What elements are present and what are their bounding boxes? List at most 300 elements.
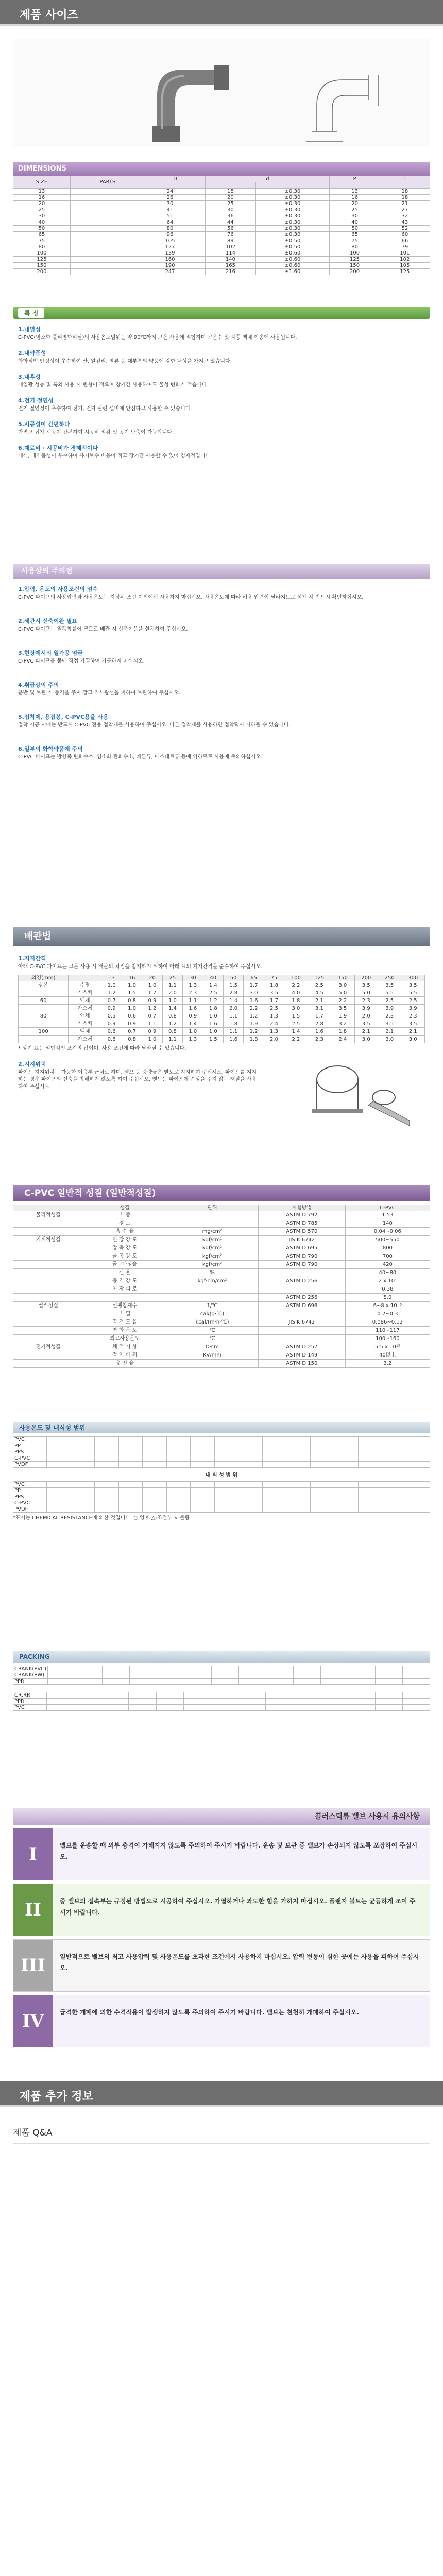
table-cell — [195, 189, 206, 195]
table-cell — [70, 195, 145, 201]
table-cell: ASTM D 256 — [258, 1294, 345, 1302]
table-cell: 25 — [13, 207, 71, 213]
table-cell — [47, 1462, 71, 1468]
material-label: PPR — [13, 1699, 47, 1705]
table-cell — [95, 1449, 119, 1455]
table-cell — [156, 1705, 183, 1711]
table-cell: ±0.60 — [255, 250, 330, 257]
properties-section — [13, 1185, 430, 1368]
table-cell — [195, 263, 206, 269]
dimensions-section — [13, 162, 430, 275]
table-row — [13, 213, 430, 219]
material-label: CRANK(PW) — [13, 1672, 48, 1679]
table-cell: 1.4 — [203, 981, 223, 989]
support-col: 외경(mm) — [19, 975, 69, 981]
table-cell: 3.9 — [354, 1005, 378, 1012]
table-cell: 110~117 — [345, 1327, 430, 1335]
table-cell — [406, 1449, 430, 1455]
support-interval-heading: 1.지지간격 — [18, 955, 46, 962]
table-row — [13, 1449, 430, 1455]
table-cell: 20 — [206, 195, 255, 201]
table-cell — [95, 1500, 119, 1506]
table-cell: 0.8 — [162, 1028, 182, 1036]
table-cell — [406, 1488, 430, 1494]
table-cell: % — [166, 1269, 259, 1277]
table-cell — [191, 1494, 215, 1500]
table-cell — [358, 1449, 382, 1455]
table-cell — [191, 1462, 215, 1468]
table-cell — [310, 1500, 334, 1506]
table-cell — [118, 1506, 143, 1513]
table-row — [13, 189, 430, 195]
table-cell — [211, 1692, 238, 1699]
table-cell: 1.2 — [203, 997, 223, 1005]
table-cell: 1.3 — [183, 1036, 203, 1043]
table-cell — [195, 250, 206, 257]
table-cell — [382, 1443, 406, 1449]
table-cell: 2.5 — [378, 997, 401, 1005]
support-note: * 상기 표는 일반적인 조건의 값이며, 사용 조건에 따라 달라질 수 있습니다. — [18, 1046, 186, 1052]
packing-section — [13, 1651, 430, 1711]
table-row — [19, 1012, 425, 1020]
precaution-text: 운반 및 보관 시 충격을 주지 말고 직사광선을 피하여 보관하여 주십시오. — [18, 690, 181, 696]
corrosion-title: 내 식 성 범 위 — [205, 1472, 238, 1478]
table-cell — [214, 1500, 238, 1506]
table-cell: 2.1 — [378, 1028, 401, 1036]
table-cell — [70, 219, 145, 226]
support-col: 125 — [308, 975, 331, 981]
support-col: 25 — [162, 975, 182, 981]
table-cell — [13, 1269, 83, 1277]
feature-text: C-PVC(염소화 폴리염화비닐)의 사용온도범위는 약 90℃까지 고온 사용에 적합하며 고온수 및 각종 액체 이송에 사용됩니다. — [18, 335, 297, 341]
table-row — [13, 244, 430, 250]
table-cell — [48, 1679, 75, 1685]
table-cell — [214, 1462, 238, 1468]
table-cell: 125 — [330, 257, 380, 263]
table-cell: 1.6 — [183, 1005, 203, 1012]
table-row — [13, 1244, 430, 1252]
table-cell: 5.5 — [401, 989, 425, 997]
table-cell — [238, 1500, 263, 1506]
table-cell: 3.5 — [331, 1005, 354, 1012]
table-cell: 32 — [380, 213, 430, 219]
table-cell — [286, 1443, 311, 1449]
table-cell: 13 — [330, 189, 380, 195]
table-cell — [166, 1500, 191, 1506]
table-row — [13, 195, 430, 201]
qna-label[interactable]: 제품 Q&A — [13, 2128, 53, 2138]
table-cell — [293, 1705, 320, 1711]
table-cell: 3.9 — [401, 1005, 425, 1012]
table-cell: 0.9 — [101, 1020, 122, 1028]
table-cell: 100 — [13, 250, 71, 257]
table-row — [13, 1310, 430, 1318]
table-row — [13, 1666, 430, 1672]
table-row — [13, 1488, 430, 1494]
table-cell — [320, 1672, 348, 1679]
dimensions-table — [13, 176, 430, 275]
notice-item — [13, 1884, 430, 1936]
table-cell — [143, 1500, 167, 1506]
notice-item — [13, 1995, 430, 2047]
support-col: 75 — [264, 975, 284, 981]
table-cell — [334, 1455, 359, 1462]
precaution-heading: 5.접착제, 용접봉, C-PVC용을 사용 — [18, 714, 109, 720]
prop-col — [13, 1205, 83, 1211]
feature-heading: 6.재료비 · 시공비가 경제적이다 — [18, 445, 98, 451]
table-cell — [13, 1335, 83, 1343]
support-col: 150 — [331, 975, 354, 981]
table-cell: 1.4 — [162, 1005, 182, 1012]
table-row — [19, 997, 425, 1005]
table-cell: 2.5 — [401, 997, 425, 1005]
table-row — [13, 1343, 430, 1351]
precaution-text: C-PVC 파이프의 사용압력과 사용온도는 지정된 조건 이외에서 사용하지 마십시오. 사용온도에 따라 허용 압력이 달라지므로 설계 시 반드시 확인하십시오. — [18, 595, 364, 600]
table-cell — [406, 1500, 430, 1506]
section-header-size — [0, 0, 443, 26]
table-cell — [166, 1294, 259, 1302]
table-cell — [71, 1494, 95, 1500]
table-cell: 굴 곡 강 도 — [83, 1252, 166, 1261]
table-cell — [118, 1462, 143, 1468]
table-cell — [348, 1666, 375, 1672]
feature-text: 화학적인 안정성이 우수하여 산, 알칼리, 염류 등 대부분의 약품에 강한 내성을 가지고 있습니다. — [18, 359, 232, 364]
col-d-inner: d — [206, 176, 330, 182]
col-size: SIZE — [13, 176, 71, 189]
table-cell: 액체 — [69, 997, 101, 1005]
table-cell — [95, 1437, 119, 1443]
table-cell — [286, 1437, 311, 1443]
table-cell: 4.0 — [284, 989, 308, 997]
precaution-text: C-PVC 파이프는 방향족 탄화수소, 염소화 탄화수소, 케톤류, 에스테르류 등에 약하므로 사용에 주의하십시오. — [18, 754, 263, 760]
table-cell — [358, 1462, 382, 1468]
table-cell — [310, 1488, 334, 1494]
table-cell: 열적성질 — [13, 1302, 83, 1310]
feature-text: 내식, 내약품성이 우수하여 유지보수 비용이 적고 장기간 사용할 수 있어 경제적입니다. — [18, 453, 212, 459]
table-cell: 50 — [330, 226, 380, 232]
table-cell — [358, 1494, 382, 1500]
table-cell: JIS K 6742 — [258, 1318, 345, 1327]
table-cell — [95, 1443, 119, 1449]
table-cell: 수평 — [69, 981, 101, 989]
table-cell — [238, 1672, 266, 1679]
support-col: 16 — [122, 975, 142, 981]
table-cell — [238, 1449, 263, 1455]
table-cell: 상온 — [19, 981, 69, 989]
table-cell: 3.2 — [331, 1020, 354, 1028]
table-cell: 충 격 강 도 — [83, 1277, 166, 1285]
table-cell — [101, 1699, 129, 1705]
table-cell: 가스체 — [69, 989, 101, 997]
table-cell: 1.5 — [284, 1012, 308, 1020]
table-cell — [13, 1277, 83, 1285]
table-cell: 26 — [145, 195, 195, 201]
table-cell: 2.0 — [223, 1005, 243, 1012]
table-cell: 1.3 — [183, 981, 203, 989]
table-cell: 25 — [330, 207, 380, 213]
section-header-extra — [0, 2081, 443, 2107]
table-cell — [238, 1462, 263, 1468]
table-cell: 65 — [13, 232, 71, 238]
table-cell: 0.7 — [142, 1012, 162, 1020]
table-cell — [156, 1692, 183, 1699]
table-cell — [47, 1488, 71, 1494]
table-cell — [47, 1443, 71, 1449]
piping-section — [13, 927, 430, 1141]
table-row — [19, 981, 425, 989]
table-cell: kgf·cm/cm² — [166, 1277, 259, 1285]
prop-col: 성질 — [83, 1205, 166, 1211]
table-cell — [71, 1506, 95, 1513]
table-cell: 1.4 — [223, 997, 243, 1005]
table-cell — [70, 263, 145, 269]
table-cell: 1.0 — [122, 1005, 142, 1012]
table-cell: 200 — [13, 269, 71, 275]
table-cell — [118, 1482, 143, 1488]
table-row — [13, 1494, 430, 1500]
table-row — [13, 1285, 430, 1294]
table-cell — [258, 1269, 345, 1277]
table-cell: ASTM D 790 — [258, 1261, 345, 1269]
temperature-table — [13, 1436, 430, 1468]
table-cell: 25 — [206, 201, 255, 207]
support-position-text: 파이프 지지위치는 가능한 이음부 근처로 하며, 밸브 등 중량물은 별도로 지지하여 주십시오. 파이프를 지지하는 경우 파이프의 신축을 방해하지 않도록 하여 주십시오. 밴드는 파이프에 손상을 주지 않는 재질을 사용하여 주십시오. — [18, 1070, 257, 1090]
table-cell — [382, 1506, 406, 1513]
col-parts: PARTS — [70, 176, 145, 189]
table-cell — [166, 1360, 259, 1368]
precautions-section — [13, 564, 430, 776]
table-cell — [71, 1437, 95, 1443]
precaution-text: C-PVC 파이프를 불에 직접 가열하여 가공하지 마십시오. — [18, 658, 145, 664]
notice-number: IV — [13, 1995, 53, 2047]
table-cell — [195, 257, 206, 263]
table-cell — [238, 1666, 266, 1672]
table-cell — [71, 1482, 95, 1488]
table-row — [13, 1277, 430, 1285]
table-cell: 인 장 강 도 — [83, 1236, 166, 1244]
table-cell — [262, 1443, 286, 1449]
table-cell — [143, 1437, 167, 1443]
table-cell — [166, 1455, 191, 1462]
table-cell: 66 — [380, 238, 430, 244]
table-cell: 101 — [380, 250, 430, 257]
table-cell: 41 — [145, 207, 195, 213]
table-cell — [195, 238, 206, 244]
table-cell — [70, 238, 145, 244]
section-title: 제품 추가 정보 — [20, 2090, 93, 2103]
table-cell — [95, 1494, 119, 1500]
table-cell: 3.0 — [378, 1036, 401, 1043]
precaution-heading: 2.세관시 신축이완 필요 — [18, 618, 78, 624]
table-cell — [70, 226, 145, 232]
table-cell: 60 — [19, 997, 69, 1005]
table-cell: 1.8 — [264, 981, 284, 989]
table-cell — [143, 1506, 167, 1513]
table-cell — [47, 1506, 71, 1513]
table-cell: 1.53 — [345, 1211, 430, 1219]
table-cell — [406, 1443, 430, 1449]
table-cell: 0.086~0.12 — [345, 1318, 430, 1327]
table-cell — [334, 1443, 359, 1449]
table-cell: 50 — [13, 226, 71, 232]
table-cell — [375, 1699, 402, 1705]
table-cell — [143, 1488, 167, 1494]
table-cell — [334, 1482, 359, 1488]
table-cell — [214, 1455, 238, 1462]
notice-text: 급격한 개폐에 의한 수격작용이 발생하지 않도록 주의하여 주시기 바랍니다. 밸브는 천천히 개폐하여 주십시오. — [60, 2009, 359, 2016]
table-cell — [166, 1488, 191, 1494]
table-row — [13, 201, 430, 207]
table-cell — [406, 1506, 430, 1513]
table-row — [13, 257, 430, 263]
table-cell: ±0.50 — [255, 238, 330, 244]
table-cell — [238, 1679, 266, 1685]
table-cell: KV/mm — [166, 1351, 259, 1360]
table-cell: 신 율 — [83, 1269, 166, 1277]
table-row — [13, 1335, 430, 1343]
material-label: PVC — [13, 1437, 47, 1443]
precaution-heading: 3.현장에서의 열가공 엄금 — [18, 650, 83, 656]
table-cell — [262, 1455, 286, 1462]
table-cell: 150 — [13, 263, 71, 269]
table-cell: 4.5 — [308, 989, 331, 997]
table-cell: 105 — [380, 263, 430, 269]
table-cell: 1.9 — [331, 1012, 354, 1020]
table-cell: 1.7 — [244, 981, 264, 989]
table-cell: 75 — [330, 238, 380, 244]
table-cell: 1.1 — [223, 1012, 243, 1020]
support-table — [18, 975, 425, 1043]
table-cell — [191, 1482, 215, 1488]
table-cell: 102 — [206, 244, 255, 250]
table-cell — [195, 232, 206, 238]
table-cell: 2.3 — [354, 997, 378, 1005]
table-cell — [211, 1705, 238, 1711]
table-cell: 1.5 — [203, 1036, 223, 1043]
table-cell — [130, 1666, 157, 1672]
table-cell — [293, 1699, 320, 1705]
table-cell — [191, 1455, 215, 1462]
table-cell — [191, 1437, 215, 1443]
corrosion-table — [13, 1481, 430, 1513]
table-cell — [101, 1705, 129, 1711]
table-cell — [47, 1500, 71, 1506]
prop-col: 시험방법 — [258, 1205, 345, 1211]
table-cell — [406, 1494, 430, 1500]
notice-number: III — [13, 1940, 53, 1991]
table-cell — [47, 1437, 71, 1443]
table-cell: 1.6 — [244, 997, 264, 1005]
table-cell — [70, 250, 145, 257]
table-cell: kcal/(m·h·℃) — [166, 1318, 259, 1327]
table-cell — [95, 1455, 119, 1462]
table-cell: 40以上 — [345, 1351, 430, 1360]
table-cell: 2.2 — [284, 981, 308, 989]
table-cell: 18 — [206, 189, 255, 195]
table-cell — [266, 1705, 293, 1711]
table-cell: 16 — [330, 195, 380, 201]
feature-heading: 3.내후성 — [18, 374, 41, 380]
table-cell: 비 열 — [83, 1310, 166, 1318]
table-cell: 30 — [330, 213, 380, 219]
table-cell: 3.2 — [345, 1360, 430, 1368]
table-cell: 0.38 — [345, 1285, 430, 1294]
table-cell: kgf/cm² — [166, 1236, 259, 1244]
table-cell: 1.9 — [244, 1020, 264, 1028]
table-cell — [129, 1692, 156, 1699]
table-cell: ASTM D 257 — [258, 1343, 345, 1351]
packing-table-2 — [13, 1692, 430, 1711]
table-cell: 1.3 — [264, 1012, 284, 1020]
table-cell: 140 — [206, 257, 255, 263]
table-cell: 1.1 — [223, 1028, 243, 1036]
table-cell: 1.6 — [223, 1036, 243, 1043]
table-cell — [48, 1672, 75, 1679]
table-cell: 80 — [13, 244, 71, 250]
table-cell — [71, 1500, 95, 1506]
qna-row[interactable] — [13, 2125, 430, 2144]
corrosion-note: *표시는 CHEMICAL RESISTANCE에 의한 것입니다. ○:양호 △:조건부 ×:불량 — [13, 1515, 190, 1521]
table-cell — [262, 1462, 286, 1468]
table-cell — [334, 1437, 359, 1443]
elbow-photo — [13, 39, 430, 147]
table-cell — [184, 1666, 211, 1672]
table-cell — [286, 1462, 311, 1468]
table-row — [13, 232, 430, 238]
table-cell: 최고사용온도 — [83, 1335, 166, 1343]
table-cell: 1.0 — [142, 981, 162, 989]
table-cell — [129, 1705, 156, 1711]
table-cell: 2.3 — [378, 1012, 401, 1020]
table-cell — [95, 1506, 119, 1513]
table-cell — [157, 1666, 184, 1672]
table-cell — [19, 1036, 69, 1043]
table-cell — [13, 1285, 83, 1294]
table-cell — [262, 1500, 286, 1506]
table-row — [13, 1318, 430, 1327]
table-cell: 8.0 — [345, 1294, 430, 1302]
table-cell: 0.9 — [142, 1028, 162, 1036]
table-cell — [130, 1679, 157, 1685]
table-row — [13, 1500, 430, 1506]
table-cell — [334, 1506, 359, 1513]
table-cell — [402, 1692, 430, 1699]
table-cell — [406, 1455, 430, 1462]
table-cell — [286, 1506, 311, 1513]
table-cell: ±0.60 — [255, 257, 330, 263]
table-cell: 100 — [19, 1028, 69, 1036]
table-cell — [191, 1506, 215, 1513]
table-cell: 5.0 — [331, 989, 354, 997]
table-cell: 52 — [380, 226, 430, 232]
support-col: 13 — [101, 975, 122, 981]
table-cell — [183, 1692, 211, 1699]
precaution-heading: 6.일부의 화학약품에 주의 — [18, 745, 83, 752]
table-cell — [47, 1482, 71, 1488]
table-cell — [118, 1443, 143, 1449]
material-label: PP — [13, 1488, 47, 1494]
table-cell — [262, 1494, 286, 1500]
table-cell — [129, 1699, 156, 1705]
table-cell: Ω·cm — [166, 1343, 259, 1351]
table-cell — [143, 1443, 167, 1449]
table-cell — [358, 1443, 382, 1449]
table-cell: 2.5 — [308, 981, 331, 989]
table-cell: ±0.30 — [255, 195, 330, 201]
table-cell — [375, 1666, 402, 1672]
table-cell: 인 장 피 로 — [83, 1285, 166, 1294]
table-cell: 89 — [206, 238, 255, 244]
